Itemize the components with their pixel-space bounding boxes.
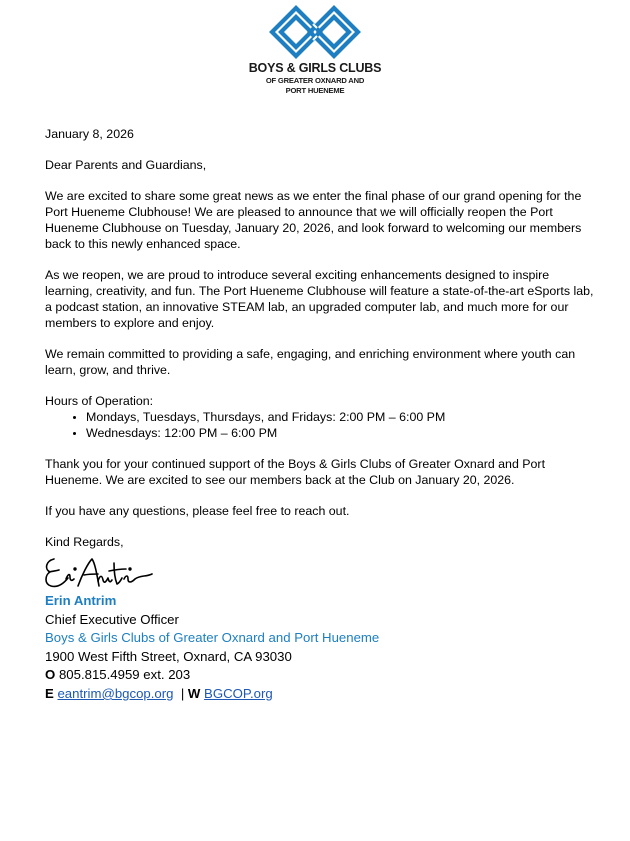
email-label: E [45,685,54,701]
contact-separator: | [180,685,185,701]
letter-closing: Kind Regards, [45,535,124,549]
signer-contact-line [45,685,379,704]
website-link[interactable]: BGCOP.org [204,685,273,701]
letter-salutation: Dear Parents and Guardians, [45,158,207,172]
letter-body [45,126,595,565]
hours-item: • Wednesdays: 12:00 PM – 6:00 PM [86,425,595,441]
handwritten-signature [42,553,154,593]
paragraph-commitment: We remain committed to providing a safe, engaging, and enriching environment where youth can learn, grow, and thrive. [45,347,576,377]
signer-name: Erin Antrim [45,593,117,608]
web-label: W [187,685,201,701]
phone-label: O [45,667,56,683]
logo-subtitle-2: PORT HUENEME [285,86,345,95]
signer-phone-line [45,666,379,685]
signer-organization: Boys & Girls Clubs of Greater Oxnard and Port Hueneme [45,630,380,646]
paragraph-enhancements: As we reopen, we are proud to introduce several exciting enhancements designed to inspire learning, creativity, and fun. The Port Hueneme Clubhouse will feature a state-of-the-art eSports lab, a podcast station, an innovative STEAM lab, an upgraded computer lab, and much more for our members to explore and enjoy. [45,268,594,330]
clubs-logo-icon [268,4,362,62]
paragraph-thanks: Thank you for your continued support of the Boys & Girls Clubs of Greater Oxnard and Port Hueneme. We are excited to see our members back at the Club on January 20, 2026. [45,457,546,487]
signer-title: Chief Executive Officer [45,611,179,627]
signature-block [45,592,379,704]
logo-subtitle-1: OF GREATER OXNARD AND [265,76,365,85]
hours-item: • Mondays, Tuesdays, Thursdays, and Fridays: 2:00 PM – 6:00 PM [86,409,595,425]
email-link[interactable]: eantrim@bgcop.org [57,685,174,701]
logo-title: BOYS & GIRLS CLUBS [248,61,382,75]
paragraph-questions: If you have any questions, please feel free to reach out. [45,504,350,518]
signer-address: 1900 West Fifth Street, Oxnard, CA 93030 [45,648,292,664]
letter-date: January 8, 2026 [45,127,134,141]
paragraph-announcement: We are excited to share some great news as we enter the final phase of our grand opening for the Port Hueneme Clubhouse! We are pleased to announce that we will officially reopen the Port Hueneme Clubhouse on Tuesday, January 20, 2026, and look forward to welcoming our members back to this newly enhanced space. [45,189,582,251]
hours-list [45,409,595,441]
hours-title: Hours of Operation: [45,394,154,408]
phone-number: 805.815.4959 ext. 203 [58,667,191,683]
